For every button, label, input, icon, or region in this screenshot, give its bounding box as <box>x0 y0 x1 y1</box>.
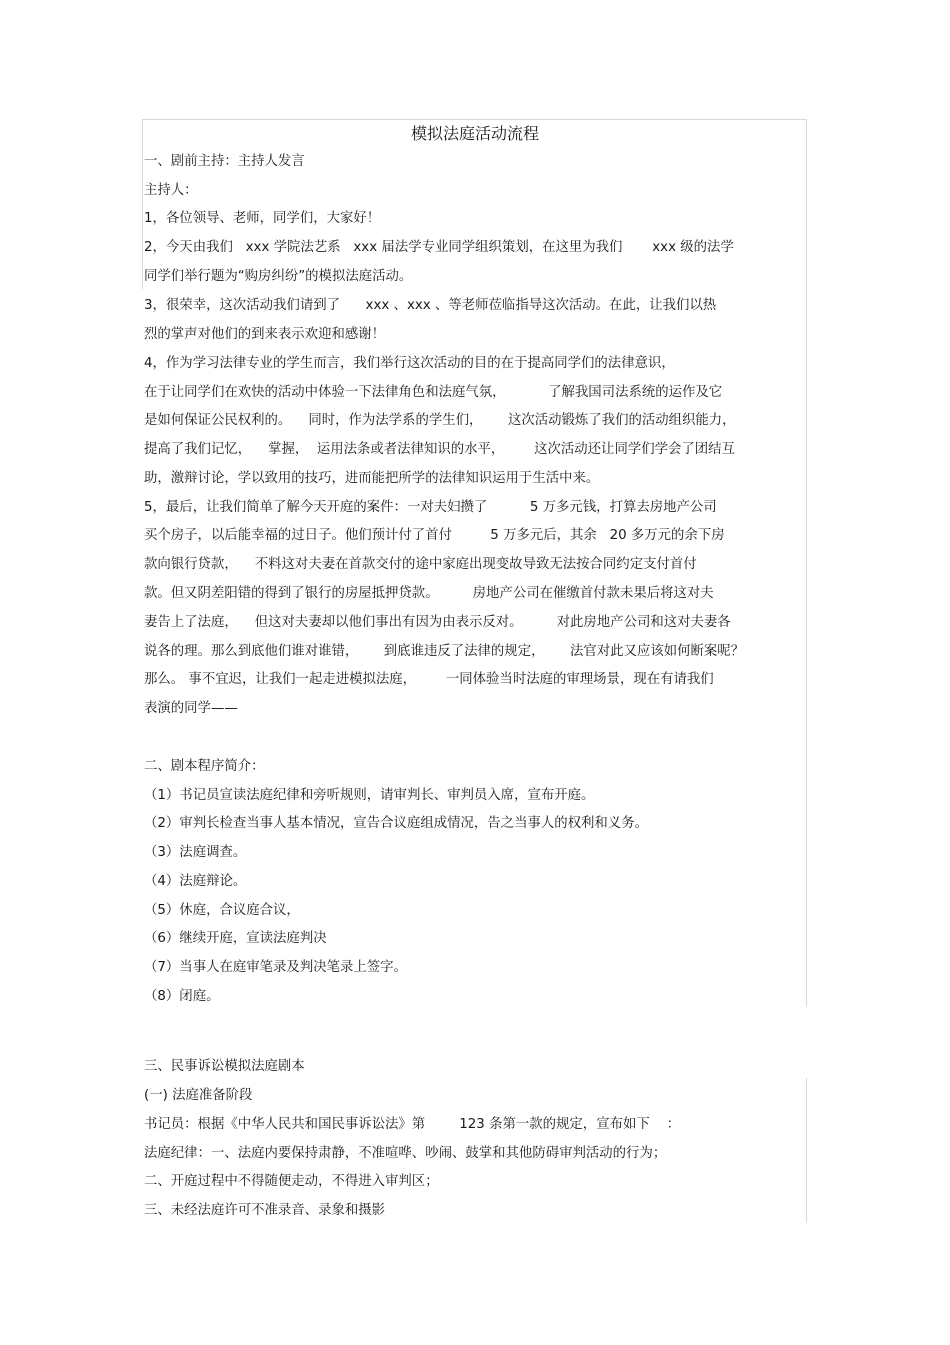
section-heading: 三、民事诉讼模拟法庭剧本 <box>144 1059 305 1074</box>
table-border-right-lower <box>806 1078 807 1223</box>
text-line: 主持人： <box>144 183 198 198</box>
text-line: 3，很荣幸，这次活动我们请到了 xxx 、xxx 、等老师莅临指导这次活动。在此，让我们以热 <box>144 298 717 313</box>
subsection-heading: (一) 法庭准备阶段 <box>144 1088 253 1103</box>
list-item: （1）书记员宣读法庭纪律和旁听规则，请审判长、审判员入席，宣布开庭。 <box>144 788 595 803</box>
list-item: （5）休庭，合议庭合议， <box>144 903 300 918</box>
text-line: 是如何保证公民权利的。 同时，作为法学系的学生们， 这次活动锻炼了我们的活动组织能力， <box>144 413 736 428</box>
text-line: 款。但又阴差阳错的得到了银行的房屋抵押贷款。 房地产公司在催缴首付款未果后将这对夫 <box>144 586 714 601</box>
document-title: 模拟法庭活动流程 <box>410 124 539 143</box>
list-item: （8）闭庭。 <box>144 989 220 1004</box>
text-line: 5，最后，让我们简单了解今天开庭的案件：一对夫妇攒了 5 万多元钱，打算去房地产公司 <box>144 500 717 515</box>
text-line: 三、未经法庭许可不准录音、录象和摄影 <box>144 1203 386 1218</box>
text-line: 2，今天由我们 xxx 学院法艺系 xxx 届法学专业同学组织策划，在这里为我们 xxx 级的法学 <box>144 240 734 255</box>
text-line: 1，各位领导、老师，同学们，大家好！ <box>144 211 381 226</box>
text-line: 那么。 事不宜迟，让我们一起走进模拟法庭， 一同体验当时法庭的审理场景，现在有请我们 <box>144 672 714 687</box>
text-line: 助，激辩讨论，学以致用的技巧，进而能把所学的法律知识运用于生活中来。 <box>144 471 600 486</box>
text-line: 二、开庭过程中不得随便走动，不得进入审判区； <box>144 1174 439 1189</box>
text-line: 4，作为学习法律专业的学生而言，我们举行这次活动的目的在于提高同学们的法律意识， <box>144 356 675 371</box>
list-item: （4）法庭辩论。 <box>144 874 247 889</box>
text-line: 表演的同学—— <box>144 701 238 716</box>
text-line: 法庭纪律：一、法庭内要保持肃静，不准喧哗、吵闹、鼓掌和其他防碍审判活动的行为； <box>144 1146 667 1161</box>
list-item: （2）审判长检查当事人基本情况，宣告合议庭组成情况，告之当事人的权利和义务。 <box>144 816 648 831</box>
text-line: 说各的理。那么到底他们谁对谁错， 到底谁违反了法律的规定， 法官对此又应该如何断案呢？ <box>144 644 745 659</box>
text-line: 烈的掌声对他们的到来表示欢迎和感谢！ <box>144 327 386 342</box>
text-line: 同学们举行题为“购房纠纷”的模拟法庭活动。 <box>144 269 413 284</box>
text-line: 妻告上了法庭， 但这对夫妻却以他们事出有因为由表示反对。 对此房地产公司和这对夫妻各 <box>144 615 731 630</box>
text-line: 买个房子，以后能幸福的过日子。他们预计付了首付 5 万多元后，其余 20 多万元的余下房 <box>144 528 725 543</box>
text-line: 书记员：根据《中华人民共和国民事诉讼法》第 123 条第一款的规定，宣布如下 ： <box>144 1117 681 1132</box>
text-line: 款向银行贷款， 不料这对夫妻在首款交付的途中家庭出现变故导致无法按合同约定支付首付 <box>144 557 697 572</box>
list-item: （3）法庭调查。 <box>144 845 247 860</box>
section-heading: 二、剧本程序简介： <box>144 759 265 774</box>
text-line: 提高了我们记忆， 掌握， 运用法条或者法律知识的水平， 这次活动还让同学们学会了团结互 <box>144 442 735 457</box>
list-item: （6）继续开庭，宣读法庭判决 <box>144 931 327 946</box>
list-item: （7）当事人在庭审笔录及判决笔录上签字。 <box>144 960 407 975</box>
table-border-right <box>806 119 807 1007</box>
text-line: 在于让同学们在欢快的活动中体验一下法律角色和法庭气氛， 了解我国司法系统的运作及它 <box>144 385 723 400</box>
table-border-top <box>142 119 806 120</box>
section-heading: 一、剧前主持：主持人发言 <box>144 154 305 169</box>
